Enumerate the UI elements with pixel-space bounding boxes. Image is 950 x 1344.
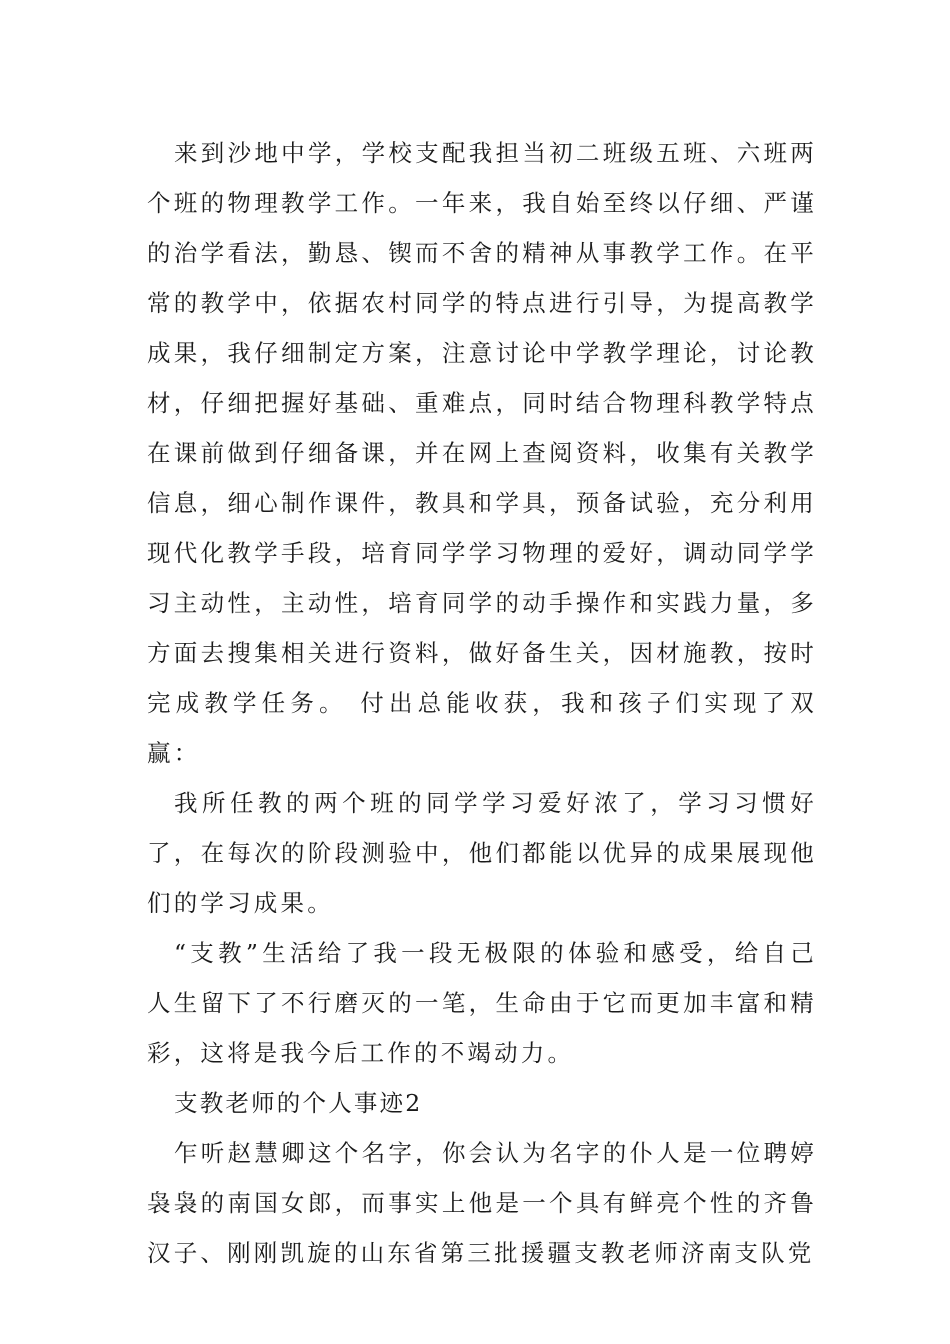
paragraph-student-results: 我所任教的两个班的同学学习爱好浓了，学习习惯好了，在每次的阶段测验中，他们都能以优异的成果展现他们的学习成果。 <box>147 789 817 917</box>
document-body <box>147 128 817 1278</box>
section-heading: 支教老师的个人事迹2 <box>174 1089 423 1117</box>
paragraph-zhao-huiqing: 乍听赵慧卿这个名字，你会认为名字的仆人是一位聘婷袅袅的南国女郎，而事实上他是一个具有鲜亮个性的齐鲁汉子、刚刚凯旋的山东省第三批援疆支教老师济南支队党 <box>147 1139 817 1267</box>
paragraph-teaching-work: 来到沙地中学，学校支配我担当初二班级五班、六班两个班的物理教学工作。一年来，我自始至终以仔细、严谨的治学看法，勤恳、锲而不舍的精神从事教学工作。在平常的教学中，依据农村同学的特点进行引导，为提高教学成果，我仔细制定方案，注意讨论中学教学理论，讨论教材，仔细把握好基础、重难点，同时结合物理科教学特点在课前做到仔细备课，并在网上查阅资料，收集有关教学信息，细心制作课件，教具和学具，预备试验，充分利用现代化教学手段，培育同学学习物理的爱好，调动同学学习主动性，主动性，培育同学的动手操作和实践力量，多方面去搜集相关进行资料，做好备生关，因材施教，按时完成教学任务。 付出总能收获，我和孩子们实现了双赢： <box>147 139 817 767</box>
paragraph-teaching-experience: “支教”生活给了我一段无极限的体验和感受，给自己人生留下了不行磨灭的一笔，生命由于它而更加丰富和精彩，这将是我今后工作的不竭动力。 <box>147 939 817 1067</box>
